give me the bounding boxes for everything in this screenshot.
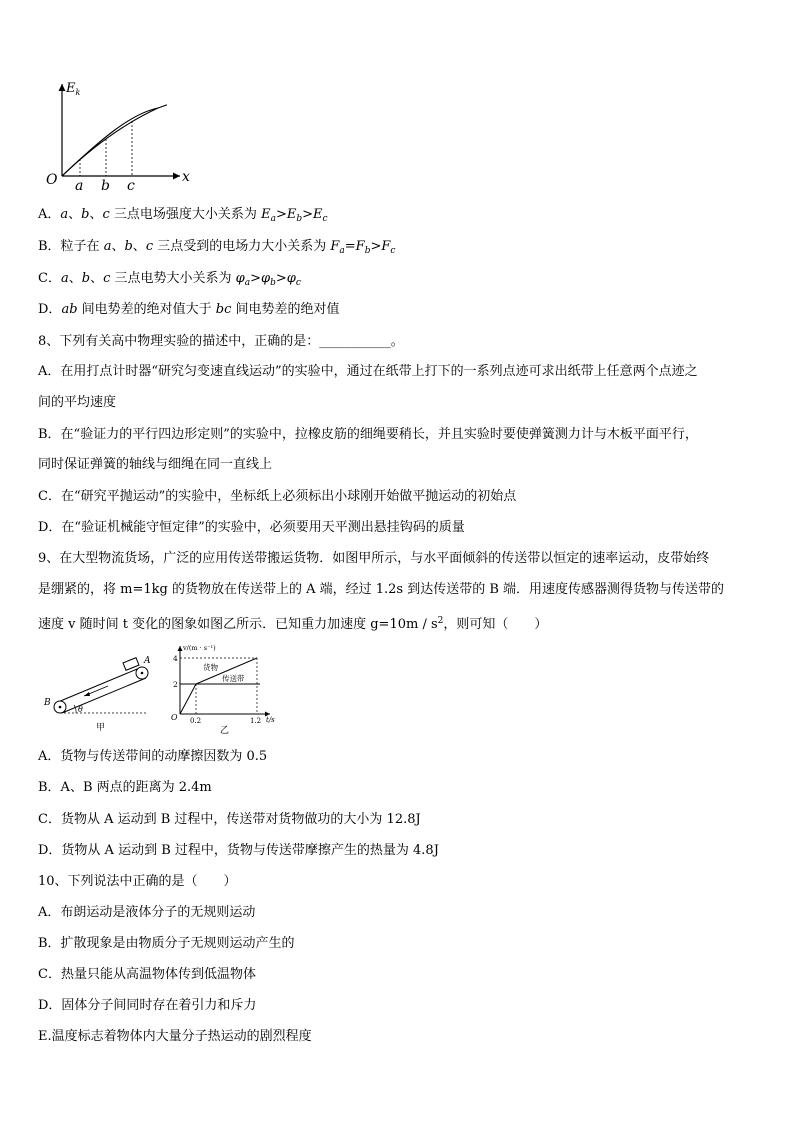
q8-option-d: D．在“验证机械能守恒定律”的实验中，必须要用天平测出悬挂钩码的质量 bbox=[38, 520, 465, 535]
label-b: B bbox=[44, 698, 51, 708]
t-axis-label: t/s bbox=[266, 716, 275, 724]
tick-c: c bbox=[127, 178, 135, 194]
label-belt: 传送带 bbox=[222, 674, 245, 683]
q7-option-d: D．ab 间电势差的绝对值大于 bc 间电势差的绝对值 bbox=[38, 302, 340, 317]
q8-option-a-line1: A．在用打点计时器“研究匀变速直线运动”的实验中，通过在纸带上打下的一系列点迹可求出纸带上任意两个点迹之 bbox=[38, 364, 698, 379]
q8-option-a-line2: 间的平均速度 bbox=[38, 395, 117, 410]
tick-b: b bbox=[101, 178, 110, 194]
tick-t-12: 1.2 bbox=[250, 717, 262, 725]
label-theta: θ bbox=[78, 705, 83, 714]
ek-curve bbox=[62, 105, 167, 176]
q10-option-d: D．固体分子间同时存在着引力和斥力 bbox=[38, 998, 257, 1013]
y-axis-label: $E_k$ bbox=[66, 81, 81, 97]
origin-o: O bbox=[171, 713, 178, 722]
q8-stem: 8、下列有关高中物理实验的描述中，正确的是：___________。 bbox=[38, 334, 404, 349]
q9-stem-line2: 是绷紧的，将 m=1kg 的货物放在传送带上的 A 端，经过 1.2s 到达传送带的 B 端．用速度传感器测得货物与传送带的 bbox=[38, 582, 725, 597]
tick-v-4: 4 bbox=[173, 654, 178, 663]
q9-option-a: A．货物与传送带间的动摩擦因数为 0.5 bbox=[38, 749, 268, 764]
conveyor-belt-figure bbox=[42, 650, 152, 732]
q10-option-a: A．布朗运动是液体分子的无规则运动 bbox=[38, 905, 256, 920]
q9-option-b: B．A、B 两点的距离为 2.4m bbox=[38, 780, 212, 795]
q7-option-a: A．a、b、c 三点电场强度大小关系为 $E_a>E_b>E_c$ bbox=[38, 207, 328, 224]
cargo-velocity-first bbox=[180, 684, 196, 714]
q9-stem-line3: 速度 v 随时间 t 变化的图象如图乙所示．已知重力加速度 $g=10m / s^2$，则可知（ ） bbox=[38, 616, 548, 632]
angle-arc bbox=[74, 705, 76, 713]
q10-option-e: E.温度标志着物体内大量分子热运动的剧烈程度 bbox=[38, 1029, 312, 1044]
tick-t-02: 0.2 bbox=[190, 717, 202, 725]
label-cargo: 货物 bbox=[203, 663, 218, 672]
q10-option-c: C．热量只能从高温物体传到低温物体 bbox=[38, 967, 256, 982]
velocity-time-graph bbox=[170, 642, 282, 734]
pulley-b-center bbox=[59, 706, 62, 709]
origin-label: O bbox=[46, 172, 58, 188]
caption-jia: 甲 bbox=[96, 723, 106, 732]
tick-v-2: 2 bbox=[173, 680, 178, 689]
q8-option-b-line1: B．在“验证力的平行四边形定则”的实验中，拉橡皮筋的细绳要稍长，并且实验时要使弹簧测力计与木板平面平行， bbox=[38, 427, 698, 442]
q7-option-b: B．粒子在 a、b、c 三点受到的电场力大小关系为 $F_a=F_b>F_c$ bbox=[38, 239, 396, 256]
v-axis-label: v/(m · s⁻¹) bbox=[183, 644, 216, 652]
tick-a: a bbox=[75, 178, 84, 194]
q8-option-c: C．在“研究平抛运动”的实验中，坐标纸上必须标出小球刚开始做平抛运动的初始点 bbox=[38, 489, 517, 504]
q9-option-d: D．货物从 A 运动到 B 过程中，货物与传送带摩擦产生的热量为 4.8J bbox=[38, 843, 439, 858]
pulley-a-center bbox=[141, 672, 144, 675]
cargo-box bbox=[123, 658, 139, 671]
ek-x-graph bbox=[40, 78, 200, 196]
q9-option-c: C．货物从 A 运动到 B 过程中，传送带对货物做功的大小为 12.8J bbox=[38, 812, 421, 827]
ek-curve-tail bbox=[62, 108, 158, 176]
caption-yi: 乙 bbox=[220, 726, 230, 734]
label-a: A bbox=[144, 656, 151, 666]
x-axis-label: x bbox=[182, 169, 190, 185]
q7-option-c: C．a、b、c 三点电势大小关系为 $\varphi_a>\varphi_b>\varphi_c$ bbox=[38, 271, 301, 288]
q10-stem: 10、下列说法中正确的是（ ） bbox=[38, 874, 237, 889]
q9-stem-line1: 9、在大型物流货场，广泛的应用传送带搬运货物．如图甲所示，与水平面倾斜的传送带以恒定的速率运动，皮带始终 bbox=[38, 551, 710, 566]
q8-option-b-line2: 同时保证弹簧的轴线与细绳在同一直线上 bbox=[38, 457, 273, 472]
q10-option-b: B．扩散现象是由物质分子无规则运动产生的 bbox=[38, 936, 295, 951]
motion-arrow-head bbox=[84, 692, 90, 696]
